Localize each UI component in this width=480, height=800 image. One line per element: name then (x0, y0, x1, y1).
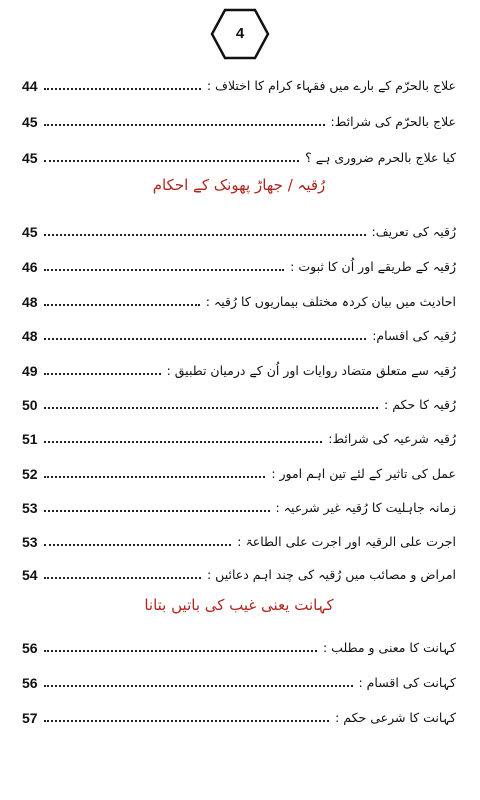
toc-title: امراض و مصائب میں رُقیہ کی چند اہم دعائیں : (207, 567, 456, 582)
toc-entry[interactable] (22, 666, 456, 692)
dot-leader (44, 720, 330, 722)
toc-title: اجرت علی الرقیہ اور اجرت علی الطاعۃ : (237, 534, 456, 549)
toc-page-number: 48 (22, 328, 38, 344)
toc-page-number: 53 (22, 534, 38, 550)
toc-title: علاج بالحرّم کے بارے میں فقہاء کرام کا اختلاف : (206, 78, 456, 93)
toc-entry[interactable] (22, 105, 456, 131)
dot-leader (44, 338, 367, 340)
toc-page-number: 56 (22, 640, 38, 656)
toc-title: کہانت کا معنی و مطلب : (323, 640, 456, 655)
toc-page-number: 46 (22, 259, 38, 275)
toc-entry[interactable] (22, 701, 456, 727)
toc-entry[interactable] (22, 319, 456, 345)
dot-leader (44, 685, 353, 687)
toc-title: احادیث میں بیان کردہ مختلف بیماریوں کا رُقیہ : (205, 294, 456, 309)
toc-page-number: 50 (22, 397, 38, 413)
toc-page-number: 56 (22, 675, 38, 691)
toc-page-number: 52 (22, 466, 38, 482)
toc-page-number: 57 (22, 710, 38, 726)
toc-page-number: 53 (22, 500, 38, 516)
dot-leader (44, 510, 270, 512)
toc-entry[interactable] (22, 558, 456, 584)
toc-title: رُقیہ سے متعلق متضاد روایات اور اُن کے درمیان تطبیق : (166, 363, 456, 378)
toc-title: علاج بالحرّم کی شرائط: (330, 114, 456, 129)
toc-title: کیا علاج بالحرم ضروری ہے ؟ (305, 150, 456, 165)
dot-leader (44, 373, 161, 375)
toc-page-number: 49 (22, 363, 38, 379)
dot-leader (44, 269, 285, 271)
dot-leader (44, 234, 366, 236)
toc-page-number: 48 (22, 294, 38, 310)
dot-leader (44, 160, 300, 162)
toc-title: کہانت کی اقسام : (358, 675, 456, 690)
toc-entry[interactable] (22, 422, 456, 448)
page-number-badge (210, 8, 270, 60)
toc-title: رُقیہ شرعیہ کی شرائط: (328, 431, 456, 446)
toc-entry[interactable] (22, 631, 456, 657)
toc-entry[interactable] (22, 525, 456, 551)
toc-title: رُقیہ کے طریقے اور اُن کا ثبوت : (290, 259, 456, 274)
toc-title: عمل کی تاثیر کے لئے تین اہم امور : (271, 466, 456, 481)
dot-leader (44, 650, 317, 652)
dot-leader (44, 577, 201, 579)
toc-entry[interactable] (22, 457, 456, 483)
dot-leader (44, 476, 266, 478)
dot-leader (44, 544, 232, 546)
dot-leader (44, 407, 378, 409)
toc-page-number: 45 (22, 114, 38, 130)
toc-entry[interactable] (22, 141, 456, 167)
toc-entry[interactable] (22, 285, 456, 311)
toc-page-number: 45 (22, 224, 38, 240)
toc-page-number: 54 (22, 567, 38, 583)
dot-leader (44, 124, 325, 126)
toc-entry[interactable] (22, 215, 456, 241)
section-heading-ruqyah: رُقیہ / جھاڑ پھونک کے احکام (152, 176, 326, 194)
toc-entry[interactable] (22, 69, 456, 95)
toc-entry[interactable] (22, 491, 456, 517)
toc-title: کہانت کا شرعی حکم : (335, 710, 456, 725)
toc-title: رُقیہ کی اقسام: (372, 328, 456, 343)
toc-title: زمانہ جاہلیت کا رُقیہ غیر شرعیہ : (275, 500, 456, 515)
toc-entry[interactable] (22, 388, 456, 414)
section-heading-kahanat: کہانت یعنی غیب کی باتیں بتانا (144, 596, 334, 614)
dot-leader (44, 88, 201, 90)
toc-title: رُقیہ کا حکم : (384, 397, 456, 412)
dot-leader (44, 441, 323, 443)
page-number: 4 (235, 25, 245, 42)
toc-page-number: 44 (22, 78, 38, 94)
toc-page-number: 45 (22, 150, 38, 166)
toc-page-number: 51 (22, 431, 38, 447)
dot-leader (44, 304, 200, 306)
toc-entry[interactable] (22, 250, 456, 276)
toc-title: رُقیہ کی تعریف: (371, 224, 456, 239)
toc-entry[interactable] (22, 354, 456, 380)
